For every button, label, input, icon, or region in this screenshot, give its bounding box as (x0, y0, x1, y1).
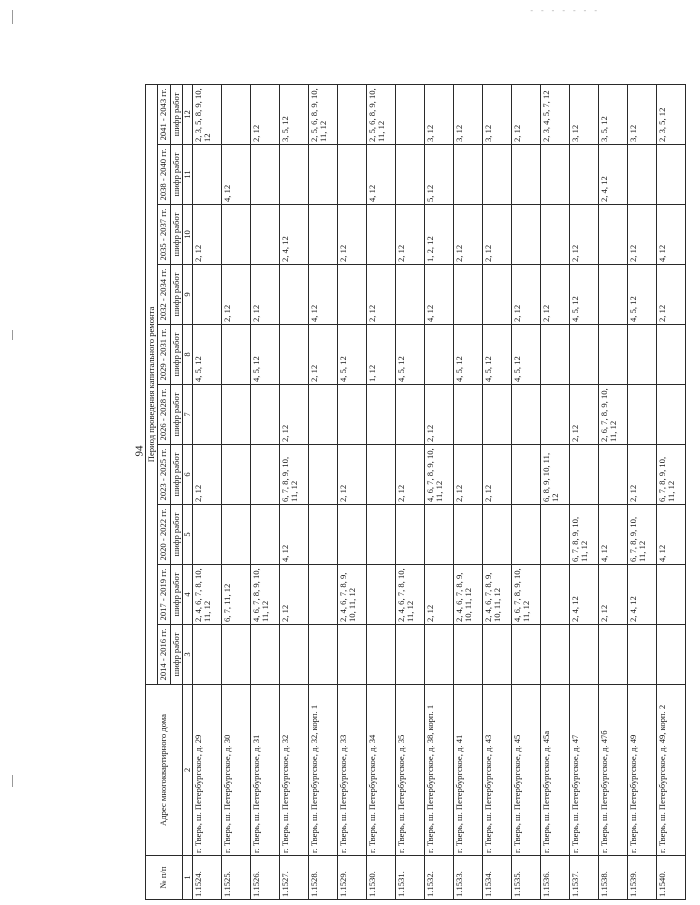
work-code-cell: 2, 12 (483, 205, 512, 265)
work-code-cell: 2, 4, 6, 7, 8, 9, 10, 11, 12 (454, 565, 483, 625)
work-code-cell: 4, 5, 12 (396, 325, 425, 385)
work-code-cell (454, 625, 483, 685)
work-code-cell (541, 385, 570, 445)
work-code-cell (396, 84, 425, 144)
row-address: г. Тверь, ш. Петербургское, д. 45 (512, 685, 541, 856)
work-code-cell (599, 445, 628, 505)
header-row-numbers (182, 84, 192, 899)
work-code-cell: 3, 12 (570, 84, 599, 144)
work-code-cell (599, 265, 628, 325)
work-code-cell: 2, 4, 6, 7, 8, 9, 10, 11, 12 (483, 565, 512, 625)
work-code-cell (483, 265, 512, 325)
work-code-cell (309, 145, 338, 205)
work-code-cell (541, 505, 570, 565)
column-number: 2 (182, 685, 192, 856)
row-index: 1.1539. (628, 856, 657, 900)
work-code-cell: 4, 12 (367, 145, 396, 205)
work-code-cell (251, 505, 280, 565)
row-index: 1.1524. (193, 856, 222, 900)
work-code-cell (367, 565, 396, 625)
work-code-cell: 2, 12 (657, 265, 686, 325)
row-address: г. Тверь, ш. Петербургское, д. 34 (367, 685, 396, 856)
table-row (396, 84, 425, 899)
row-address: г. Тверь, ш. Петербургское, д. 45а (541, 685, 570, 856)
work-code-cell (657, 565, 686, 625)
work-code-cell (193, 505, 222, 565)
row-index: 1.1537. (570, 856, 599, 900)
work-code-cell (396, 265, 425, 325)
table-row (628, 84, 657, 899)
work-code-cell (193, 625, 222, 685)
work-code-cell: 4, 5, 12 (483, 325, 512, 385)
header-period: 2035 - 2037 гг. (158, 205, 170, 265)
work-code-cell (541, 205, 570, 265)
table-row (251, 84, 280, 899)
work-code-cell (483, 385, 512, 445)
work-code-cell: 4, 5, 12 (570, 265, 599, 325)
header-row-title (146, 84, 158, 899)
work-code-cell: 2, 12 (396, 205, 425, 265)
work-code-cell (628, 625, 657, 685)
work-code-cell (367, 505, 396, 565)
work-code-cell: 6, 8, 9, 10, 11, 12 (541, 445, 570, 505)
work-code-cell (599, 205, 628, 265)
work-code-cell: 2, 12 (280, 385, 309, 445)
row-address: г. Тверь, ш. Петербургское, д. 43 (483, 685, 512, 856)
work-code-cell (628, 385, 657, 445)
header-period: 2026 - 2028 гг. (158, 385, 170, 445)
work-code-cell (309, 445, 338, 505)
row-address: г. Тверь, ш. Петербургское, д. 47 (570, 685, 599, 856)
work-code-cell (251, 385, 280, 445)
scan-top-dashes: - - - - - - - (530, 6, 600, 15)
work-code-cell: 3, 5, 12 (280, 84, 309, 144)
work-code-cell (483, 145, 512, 205)
row-index: 1.1531. (396, 856, 425, 900)
work-code-cell (483, 505, 512, 565)
header-period: 2032 - 2034 гг. (158, 265, 170, 325)
header-period: 2023 - 2025 гг. (158, 445, 170, 505)
work-code-cell: 2, 12 (599, 565, 628, 625)
work-code-cell: 2, 4, 12 (628, 565, 657, 625)
rotated-table-container (145, 85, 700, 900)
work-code-cell: 3, 12 (483, 84, 512, 144)
row-index: 1.1526. (251, 856, 280, 900)
header-period: 2041 - 2043 гг. (158, 84, 170, 144)
work-code-cell: 2, 12 (570, 205, 599, 265)
work-code-cell (628, 325, 657, 385)
row-index: 1.1540. (657, 856, 686, 900)
row-address: г. Тверь, ш. Петербургское, д. 32 (280, 685, 309, 856)
work-code-cell (309, 385, 338, 445)
work-code-cell (367, 625, 396, 685)
header-index: № п/п (146, 856, 183, 900)
work-code-cell: 2, 12 (541, 265, 570, 325)
header-period: 2014 - 2016 гг. (158, 625, 170, 685)
row-address: г. Тверь, ш. Петербургское, д. 49, корп. 2 (657, 685, 686, 856)
work-code-cell: 4, 12 (657, 205, 686, 265)
work-code-cell (454, 265, 483, 325)
work-code-cell: 2, 12 (338, 445, 367, 505)
work-code-cell: 2, 12 (396, 445, 425, 505)
row-index: 1.1536. (541, 856, 570, 900)
row-address: г. Тверь, ш. Петербургское, д. 38, корп. 1 (425, 685, 454, 856)
work-code-cell (512, 205, 541, 265)
work-code-cell (222, 325, 251, 385)
row-index: 1.1529. (338, 856, 367, 900)
work-code-cell: 2, 3, 5, 8, 9, 10, 12 (193, 84, 222, 144)
work-code-cell (454, 145, 483, 205)
work-code-cell: 4, 5, 12 (251, 325, 280, 385)
column-number: 12 (182, 84, 192, 144)
work-code-cell: 2, 12 (193, 445, 222, 505)
table-row (222, 84, 251, 899)
scan-edge-marks (12, 0, 14, 905)
work-code-cell (367, 205, 396, 265)
work-code-cell (222, 385, 251, 445)
row-index: 1.1527. (280, 856, 309, 900)
work-code-cell: 2, 4, 12 (280, 205, 309, 265)
work-code-cell: 4, 5, 12 (512, 325, 541, 385)
work-code-cell: 4, 12 (222, 145, 251, 205)
table-row (454, 84, 483, 899)
work-code-cell (541, 625, 570, 685)
work-code-cell (425, 625, 454, 685)
work-code-cell (396, 505, 425, 565)
work-code-cell (657, 325, 686, 385)
table-row (657, 84, 686, 899)
column-number: 6 (182, 445, 192, 505)
work-code-cell (280, 625, 309, 685)
header-work-code: шифр работ (170, 265, 182, 325)
work-code-cell (425, 505, 454, 565)
work-code-cell (338, 505, 367, 565)
work-code-cell (570, 145, 599, 205)
work-code-cell (570, 445, 599, 505)
work-code-cell: 2, 3, 4, 5, 7, 12 (541, 84, 570, 144)
header-period: 2029 - 2031 гг. (158, 325, 170, 385)
work-code-cell: 2, 4, 12 (599, 145, 628, 205)
work-code-cell: 2, 12 (425, 385, 454, 445)
work-code-cell (367, 445, 396, 505)
work-code-cell (338, 625, 367, 685)
work-code-cell: 2, 12 (193, 205, 222, 265)
work-code-cell: 2, 12 (367, 265, 396, 325)
work-code-cell: 1, 2, 12 (425, 205, 454, 265)
work-code-cell (512, 385, 541, 445)
page-number: 94 (133, 445, 146, 457)
work-code-cell: 4, 5, 12 (338, 325, 367, 385)
header-work-code: шифр работ (170, 625, 182, 685)
work-code-cell: 2, 12 (454, 205, 483, 265)
row-address: г. Тверь, ш. Петербургское, д. 29 (193, 685, 222, 856)
table-row (280, 84, 309, 899)
row-index: 1.1535. (512, 856, 541, 900)
row-address: г. Тверь, ш. Петербургское, д. 41 (454, 685, 483, 856)
work-code-cell: 6, 7, 8, 9, 10, 11, 12 (628, 505, 657, 565)
work-code-cell: 2, 12 (251, 265, 280, 325)
work-code-cell: 2, 12 (512, 84, 541, 144)
table-row (570, 84, 599, 899)
table-row (425, 84, 454, 899)
header-period: 2020 - 2022 гг. (158, 505, 170, 565)
work-code-cell: 6, 7, 8, 9, 10, 11, 12 (657, 445, 686, 505)
work-code-cell (338, 265, 367, 325)
work-code-cell (222, 625, 251, 685)
repair-schedule-table (145, 84, 686, 900)
work-code-cell (599, 625, 628, 685)
row-index: 1.1532. (425, 856, 454, 900)
work-code-cell: 2, 12 (512, 265, 541, 325)
work-code-cell (570, 625, 599, 685)
header-period: 2038 - 2040 гг. (158, 145, 170, 205)
row-address: г. Тверь, ш. Петербургское, д. 30 (222, 685, 251, 856)
column-number: 8 (182, 325, 192, 385)
work-code-cell: 4, 12 (425, 265, 454, 325)
work-code-cell (251, 145, 280, 205)
work-code-cell (396, 625, 425, 685)
work-code-cell: 4, 5, 12 (454, 325, 483, 385)
table-row (338, 84, 367, 899)
work-code-cell: 5, 12 (425, 145, 454, 205)
work-code-cell: 2, 12 (483, 445, 512, 505)
work-code-cell (483, 625, 512, 685)
column-number: 3 (182, 625, 192, 685)
table-row (309, 84, 338, 899)
table-row (193, 84, 222, 899)
work-code-cell (541, 565, 570, 625)
work-code-cell (512, 145, 541, 205)
row-index: 1.1534. (483, 856, 512, 900)
header-work-code: шифр работ (170, 445, 182, 505)
table-row (541, 84, 570, 899)
work-code-cell (251, 625, 280, 685)
row-index: 1.1530. (367, 856, 396, 900)
column-number: 5 (182, 505, 192, 565)
row-address: г. Тверь, ш. Петербургское, д. 35 (396, 685, 425, 856)
work-code-cell (309, 505, 338, 565)
work-code-cell (309, 565, 338, 625)
row-address: г. Тверь, ш. Петербургское, д. 49 (628, 685, 657, 856)
work-code-cell (512, 625, 541, 685)
work-code-cell: 4, 5, 12 (628, 265, 657, 325)
table-head (146, 84, 193, 899)
row-index: 1.1528. (309, 856, 338, 900)
work-code-cell: 2, 12 (454, 445, 483, 505)
work-code-cell (251, 445, 280, 505)
work-code-cell: 2, 3, 5, 12 (657, 84, 686, 144)
row-index: 1.1538. (599, 856, 628, 900)
table-row (599, 84, 628, 899)
work-code-cell: 2, 12 (338, 205, 367, 265)
work-code-cell (309, 625, 338, 685)
work-code-cell: 2, 12 (628, 445, 657, 505)
table-row (483, 84, 512, 899)
row-index: 1.1533. (454, 856, 483, 900)
work-code-cell: 3, 12 (628, 84, 657, 144)
work-code-cell (222, 84, 251, 144)
work-code-cell (280, 325, 309, 385)
header-work-code: шифр работ (170, 565, 182, 625)
work-code-cell: 1, 12 (367, 325, 396, 385)
work-code-cell (396, 385, 425, 445)
work-code-cell (425, 325, 454, 385)
work-code-cell: 2, 12 (628, 205, 657, 265)
header-address: Адрес многоквартирного дома (146, 685, 183, 856)
work-code-cell: 3, 5, 12 (599, 84, 628, 144)
table-row (367, 84, 396, 899)
work-code-cell (222, 205, 251, 265)
work-code-cell: 2, 4, 6, 7, 8, 9, 10, 11, 12 (338, 565, 367, 625)
column-number: 7 (182, 385, 192, 445)
table-body (193, 84, 686, 899)
work-code-cell (193, 265, 222, 325)
work-code-cell: 2, 12 (570, 385, 599, 445)
work-code-cell (338, 145, 367, 205)
column-number: 11 (182, 145, 192, 205)
work-code-cell (454, 505, 483, 565)
table-row (512, 84, 541, 899)
work-code-cell (338, 84, 367, 144)
work-code-cell: 4, 12 (280, 505, 309, 565)
work-code-cell: 3, 12 (425, 84, 454, 144)
row-address: г. Тверь, ш. Петербургское, д. 47б (599, 685, 628, 856)
work-code-cell (657, 145, 686, 205)
work-code-cell: 4, 12 (599, 505, 628, 565)
work-code-cell (454, 385, 483, 445)
work-code-cell: 4, 6, 7, 8, 9, 10, 11, 12 (251, 565, 280, 625)
work-code-cell: 6, 7, 8, 9, 10, 11, 12 (570, 505, 599, 565)
work-code-cell: 2, 5, 6, 8, 9, 10, 11, 12 (309, 84, 338, 144)
work-code-cell: 2, 5, 6, 8, 9, 10, 11, 12 (367, 84, 396, 144)
work-code-cell: 4, 5, 12 (193, 325, 222, 385)
header-work-code: шифр работ (170, 325, 182, 385)
work-code-cell: 6, 7, 11, 12 (222, 565, 251, 625)
work-code-cell (280, 145, 309, 205)
work-code-cell (541, 325, 570, 385)
work-code-cell: 2, 12 (222, 265, 251, 325)
work-code-cell: 2, 4, 6, 7, 8, 10, 11, 12 (396, 565, 425, 625)
work-code-cell (599, 325, 628, 385)
work-code-cell (512, 505, 541, 565)
header-work-code: шифр работ (170, 505, 182, 565)
work-code-cell (628, 145, 657, 205)
work-code-cell (541, 145, 570, 205)
work-code-cell (657, 385, 686, 445)
work-code-cell (309, 205, 338, 265)
work-code-cell (396, 145, 425, 205)
work-code-cell: 6, 7, 8, 9, 10, 11, 12 (280, 445, 309, 505)
work-code-cell: 2, 4, 6, 7, 8, 10, 11, 12 (193, 565, 222, 625)
work-code-cell: 3, 12 (454, 84, 483, 144)
work-code-cell (570, 325, 599, 385)
work-code-cell (280, 265, 309, 325)
header-work-code: шифр работ (170, 385, 182, 445)
work-code-cell: 2, 12 (309, 325, 338, 385)
row-index: 1.1525. (222, 856, 251, 900)
work-code-cell (251, 205, 280, 265)
work-code-cell: 2, 4, 12 (570, 565, 599, 625)
row-address: г. Тверь, ш. Петербургское, д. 31 (251, 685, 280, 856)
work-code-cell (512, 445, 541, 505)
work-code-cell: 2, 6, 7, 8, 9, 10, 11, 12 (599, 385, 628, 445)
work-code-cell: 2, 12 (251, 84, 280, 144)
work-code-cell (657, 625, 686, 685)
column-number: 10 (182, 205, 192, 265)
header-work-code: шифр работ (170, 84, 182, 144)
work-code-cell (193, 145, 222, 205)
work-code-cell: 4, 12 (309, 265, 338, 325)
header-period: 2017 - 2019 гг. (158, 565, 170, 625)
work-code-cell (222, 505, 251, 565)
work-code-cell (222, 445, 251, 505)
row-address: г. Тверь, ш. Петербургское, д. 33 (338, 685, 367, 856)
work-code-cell (193, 385, 222, 445)
work-code-cell (338, 385, 367, 445)
work-code-cell (367, 385, 396, 445)
column-number: 9 (182, 265, 192, 325)
row-address: г. Тверь, ш. Петербургское, д. 32, корп. 1 (309, 685, 338, 856)
header-work-code: шифр работ (170, 145, 182, 205)
work-code-cell: 2, 12 (280, 565, 309, 625)
work-code-cell: 4, 12 (657, 505, 686, 565)
work-code-cell: 2, 12 (425, 565, 454, 625)
column-number: 1 (182, 856, 192, 900)
column-number: 4 (182, 565, 192, 625)
work-code-cell: 4, 6, 7, 8, 9, 10, 11, 12 (512, 565, 541, 625)
work-code-cell: 4, 6, 7, 8, 9, 10, 11, 12 (425, 445, 454, 505)
header-work-code: шифр работ (170, 205, 182, 265)
header-period-title: Период проведения капитального ремонта (146, 84, 158, 684)
